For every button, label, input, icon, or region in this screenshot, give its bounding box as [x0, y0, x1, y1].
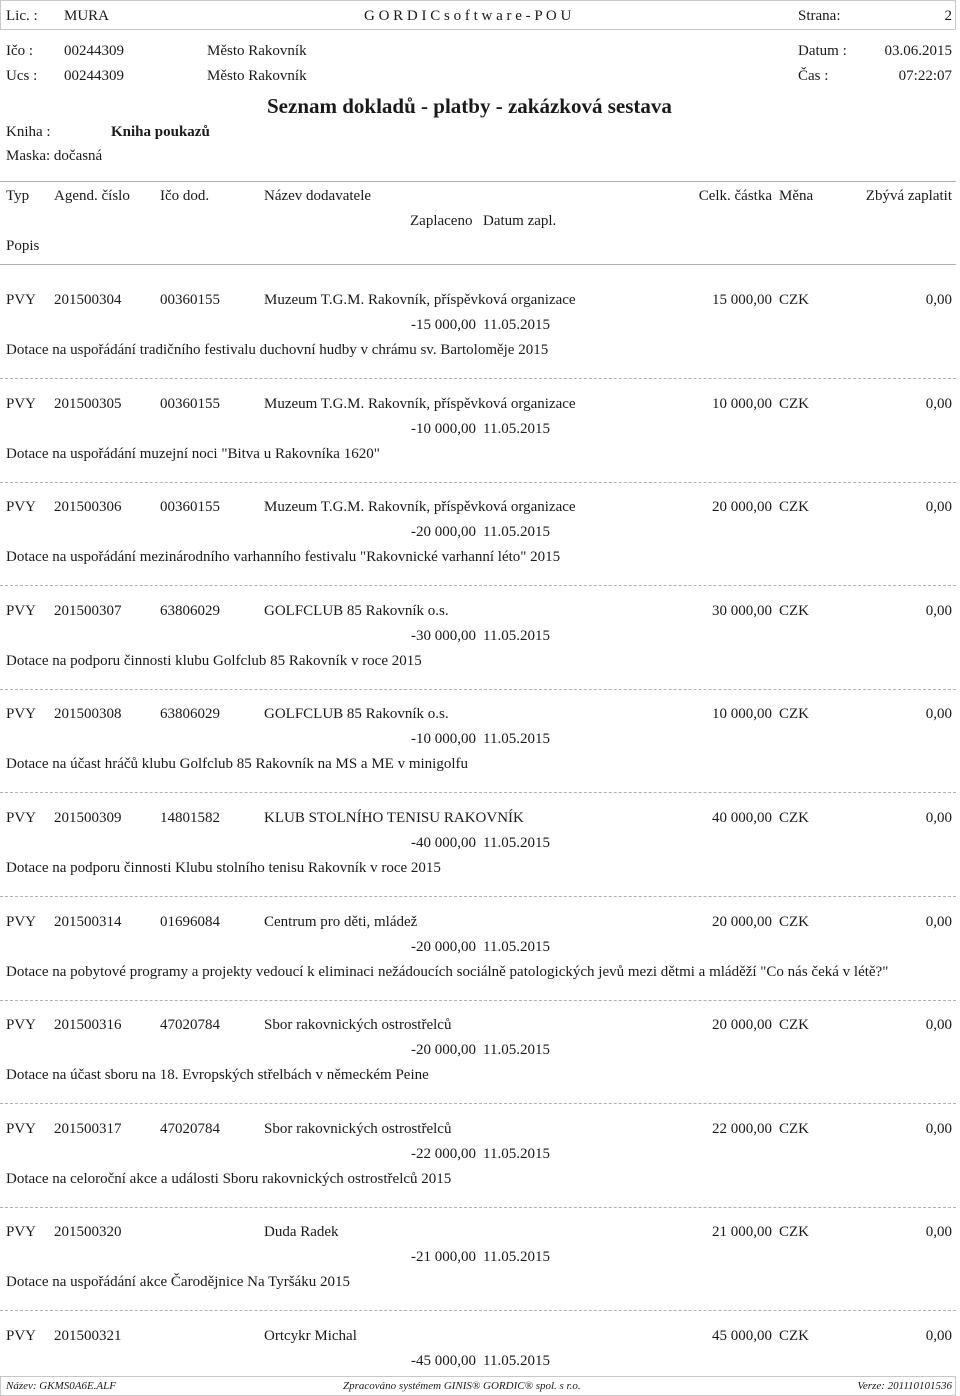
col-popis: Popis — [6, 238, 40, 254]
record-remaining: 0,00 — [925, 499, 952, 515]
record-supplier: Centrum pro děti, mládež — [264, 914, 418, 930]
record-ico: 00360155 — [160, 396, 220, 412]
record-amount: 10 000,00 — [712, 396, 772, 412]
record-currency: CZK — [779, 292, 809, 308]
report-title: Seznam dokladů - platby - zakázková sestava — [267, 94, 672, 118]
record-typ: PVY — [6, 603, 37, 619]
record-currency: CZK — [779, 1328, 809, 1344]
col-zaplaceno: Zaplaceno — [410, 213, 473, 229]
page-label: Strana: — [798, 8, 841, 24]
record-paid: -40 000,00 — [411, 835, 476, 851]
record-currency: CZK — [779, 499, 809, 515]
record-remaining: 0,00 — [925, 1017, 952, 1033]
record-paid: -20 000,00 — [411, 1042, 476, 1058]
record-separator — [0, 689, 956, 690]
record-typ: PVY — [6, 1017, 37, 1033]
record-typ: PVY — [6, 396, 37, 412]
record-typ: PVY — [6, 810, 37, 826]
record-currency: CZK — [779, 706, 809, 722]
record-currency: CZK — [779, 396, 809, 412]
ico-label: Ičo : — [6, 43, 34, 59]
record-ico: 01696084 — [160, 914, 220, 930]
col-nazev-dodavatele: Název dodavatele — [264, 188, 372, 204]
col-typ: Typ — [6, 188, 30, 204]
lic-label: Lic. : — [6, 8, 38, 24]
company-name: G O R D I C s o f t w a r e - P O U — [364, 8, 572, 24]
record-paid: -21 000,00 — [411, 1249, 476, 1265]
record-remaining: 0,00 — [925, 603, 952, 619]
record-currency: CZK — [779, 1017, 809, 1033]
record-separator — [0, 482, 956, 483]
record-amount: 20 000,00 — [712, 499, 772, 515]
ico-value: 00244309 — [64, 43, 124, 59]
record-remaining: 0,00 — [925, 292, 952, 308]
record-description: Dotace na pobytové programy a projekty vedoucí k eliminaci nežádoucích sociálně patologických jevů mezi dětmi a mláděží "Co nás čeká v létě?" — [6, 964, 889, 980]
record-amount: 10 000,00 — [712, 706, 772, 722]
record-number: 201500314 — [54, 914, 122, 930]
record-amount: 30 000,00 — [712, 603, 772, 619]
record-ico: 00360155 — [160, 499, 220, 515]
date-label: Datum : — [798, 43, 847, 59]
record-currency: CZK — [779, 603, 809, 619]
record-paid-date: 11.05.2015 — [483, 1042, 550, 1058]
maska-label: Maska: dočasná — [6, 148, 103, 164]
col-datum-zapl: Datum zapl. — [483, 213, 557, 229]
record-separator — [0, 1103, 956, 1104]
record-description: Dotace na podporu činnosti Klubu stolního tenisu Rakovník v roce 2015 — [6, 860, 441, 876]
footer-version: Verze: 201110101536 — [857, 1380, 952, 1392]
record-remaining: 0,00 — [925, 1328, 952, 1344]
record-description: Dotace na účast hráčů klubu Golfclub 85 Rakovník na MS a ME v minigolfu — [6, 756, 468, 772]
record-paid: -10 000,00 — [411, 421, 476, 437]
record-paid: -20 000,00 — [411, 939, 476, 955]
record-currency: CZK — [779, 1121, 809, 1137]
record-number: 201500307 — [54, 603, 122, 619]
record-amount: 45 000,00 — [712, 1328, 772, 1344]
record-separator — [0, 585, 956, 586]
record-ico: 47020784 — [160, 1017, 220, 1033]
ucs-label: Ucs : — [6, 68, 38, 84]
record-paid-date: 11.05.2015 — [483, 939, 550, 955]
record-number: 201500309 — [54, 810, 122, 826]
record-typ: PVY — [6, 499, 37, 515]
record-paid-date: 11.05.2015 — [483, 421, 550, 437]
record-separator — [0, 378, 956, 379]
record-description: Dotace na uspořádání muzejní noci "Bitva u Rakovníka 1620" — [6, 446, 380, 462]
record-typ: PVY — [6, 706, 37, 722]
record-description: Dotace na uspořádání mezinárodního varhanního festivalu "Rakovnické varhanní léto" 2015 — [6, 549, 561, 565]
date-value: 03.06.2015 — [884, 43, 952, 59]
kniha-label: Kniha : — [6, 124, 51, 140]
record-currency: CZK — [779, 810, 809, 826]
col-zbyva-zaplatit: Zbývá zaplatit — [865, 188, 952, 204]
record-supplier: Sbor rakovnických ostrostřelců — [264, 1017, 452, 1033]
record-number: 201500317 — [54, 1121, 122, 1137]
record-description: Dotace na uspořádání tradičního festivalu duchovní hudby v chrámu sv. Bartoloměje 2015 — [6, 342, 549, 358]
record-paid: -45 000,00 — [411, 1353, 476, 1369]
lic-value: MURA — [64, 8, 110, 24]
record-number: 201500305 — [54, 396, 122, 412]
record-amount: 21 000,00 — [712, 1224, 772, 1240]
record-separator — [0, 792, 956, 793]
record-number: 201500304 — [54, 292, 122, 308]
record-paid-date: 11.05.2015 — [483, 628, 550, 644]
record-separator — [0, 896, 956, 897]
record-ico: 47020784 — [160, 1121, 220, 1137]
record-amount: 22 000,00 — [712, 1121, 772, 1137]
record-amount: 15 000,00 — [712, 292, 772, 308]
record-supplier: Muzeum T.G.M. Rakovník, příspěvková organizace — [264, 292, 576, 308]
record-paid: -30 000,00 — [411, 628, 476, 644]
record-description: Dotace na celoroční akce a události Sboru rakovnických ostrostřelců 2015 — [6, 1171, 452, 1187]
col-agend-cislo: Agend. číslo — [54, 188, 130, 204]
record-paid: -10 000,00 — [411, 731, 476, 747]
ico-name: Město Rakovník — [207, 43, 307, 59]
record-number: 201500308 — [54, 706, 122, 722]
footer-name: Název: GKMS0A6E.ALF — [6, 1380, 116, 1392]
col-celk-castka: Celk. částka — [698, 188, 772, 204]
record-number: 201500321 — [54, 1328, 122, 1344]
col-ico-dod: Ičo dod. — [160, 188, 210, 204]
time-label: Čas : — [798, 68, 829, 84]
ucs-value: 00244309 — [64, 68, 124, 84]
record-remaining: 0,00 — [925, 396, 952, 412]
kniha-value: Kniha poukazů — [111, 124, 210, 140]
record-paid-date: 11.05.2015 — [483, 1353, 550, 1369]
footer-processed: Zpracováno systémem GINIS® GORDIC® spol. s r.o. — [343, 1380, 581, 1392]
record-description: Dotace na podporu činnosti klubu Golfclub 85 Rakovník v roce 2015 — [6, 653, 422, 669]
record-remaining: 0,00 — [925, 914, 952, 930]
record-paid-date: 11.05.2015 — [483, 731, 550, 747]
record-ico: 63806029 — [160, 706, 220, 722]
record-supplier: KLUB STOLNÍHO TENISU RAKOVNÍK — [264, 810, 524, 826]
record-paid: -22 000,00 — [411, 1146, 476, 1162]
record-number: 201500306 — [54, 499, 122, 515]
record-description: Dotace na účast sboru na 18. Evropských střelbách v německém Peine — [6, 1067, 429, 1083]
record-number: 201500320 — [54, 1224, 122, 1240]
record-typ: PVY — [6, 1224, 37, 1240]
record-ico: 63806029 — [160, 603, 220, 619]
record-typ: PVY — [6, 292, 37, 308]
record-amount: 40 000,00 — [712, 810, 772, 826]
record-paid-date: 11.05.2015 — [483, 524, 550, 540]
record-remaining: 0,00 — [925, 810, 952, 826]
record-supplier: Duda Radek — [264, 1224, 339, 1240]
record-currency: CZK — [779, 914, 809, 930]
record-remaining: 0,00 — [925, 1224, 952, 1240]
record-paid-date: 11.05.2015 — [483, 317, 550, 333]
record-supplier: Sbor rakovnických ostrostřelců — [264, 1121, 452, 1137]
record-separator — [0, 1000, 956, 1001]
ucs-name: Město Rakovník — [207, 68, 307, 84]
record-supplier: GOLFCLUB 85 Rakovník o.s. — [264, 603, 449, 619]
page-number: 2 — [944, 8, 952, 24]
record-separator — [0, 1310, 956, 1311]
record-typ: PVY — [6, 914, 37, 930]
record-paid: -15 000,00 — [411, 317, 476, 333]
record-supplier: Muzeum T.G.M. Rakovník, příspěvková organizace — [264, 396, 576, 412]
record-amount: 20 000,00 — [712, 1017, 772, 1033]
record-paid-date: 11.05.2015 — [483, 835, 550, 851]
record-currency: CZK — [779, 1224, 809, 1240]
record-description: Dotace na uspořádání akce Čarodějnice Na Tyršáku 2015 — [6, 1274, 350, 1290]
record-typ: PVY — [6, 1328, 37, 1344]
record-amount: 20 000,00 — [712, 914, 772, 930]
record-remaining: 0,00 — [925, 706, 952, 722]
record-separator — [0, 1207, 956, 1208]
record-remaining: 0,00 — [925, 1121, 952, 1137]
record-typ: PVY — [6, 1121, 37, 1137]
record-paid: -20 000,00 — [411, 524, 476, 540]
record-supplier: Muzeum T.G.M. Rakovník, příspěvková organizace — [264, 499, 576, 515]
record-paid-date: 11.05.2015 — [483, 1146, 550, 1162]
record-supplier: Ortcykr Michal — [264, 1328, 357, 1344]
record-number: 201500316 — [54, 1017, 122, 1033]
record-paid-date: 11.05.2015 — [483, 1249, 550, 1265]
time-value: 07:22:07 — [898, 68, 952, 84]
record-ico: 14801582 — [160, 810, 220, 826]
col-mena: Měna — [779, 188, 814, 204]
record-supplier: GOLFCLUB 85 Rakovník o.s. — [264, 706, 449, 722]
record-ico: 00360155 — [160, 292, 220, 308]
